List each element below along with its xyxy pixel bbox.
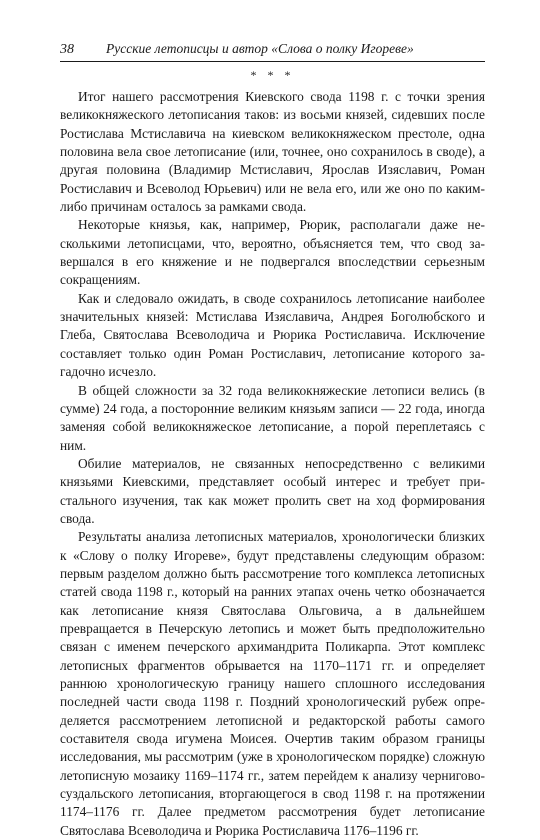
paragraph: Как и следовало ожидать, в своде сохранилось летописание наиболее значительных князей: Мстислава Изяславича, Андрея Боголюбского и Глеба, Святослава Всеволодича и Рюрика Ростиславича. Исключение составляет только один Роман Ростиславич, летописание которого загадочно исчезло. xyxy=(60,290,485,380)
page-number: 38 xyxy=(60,42,74,57)
paragraph: В общей сложности за 32 года великокняжеские летописи велись (в сумме) 24 года, а посторонние великим князьям записи — 22 года, иногда заменяя собой великокняжеское летописание, а порой переплетаясь с ним. xyxy=(60,382,485,453)
section-divider: * * * xyxy=(250,68,295,82)
body-text xyxy=(60,88,485,840)
paragraph: Обилие материалов, не связанных непосредственно с великими князьями Киевскими, представляет особый интерес и требует пристального изучения, так как может пролить свет на ход формирования свода. xyxy=(60,455,485,526)
running-title: Русские летописцы и автор «Слова о полку Игореве» xyxy=(106,41,414,56)
paragraph: Результаты анализа летописных материалов, хронологически близких к «Слову о полку Игореве», будут представлены следующим образом: первым разделом должно быть рассмотрение того комплекса летописных статей свода 1198 г., который на ранних этапах очень четко обозначается как летописание князя Святослава Ольговича, а в дальнейшем превращается в Печерскую летопись и может быть предположительно связан с именем печерского архимандрита Поликарпа. Этот комплекс летописных фрагментов обрывается на 1170–1171 гг. и определяет раннюю хронологическую границу нашего сплошного исследования последней части свода 1198 г. Поздний хронологический рубеж определяется рассмотрением летописной и редакторской работы самого составителя свода игумена Моисея. Очертив таким образом границы исследования, мы рассмотрим (уже в хронологическом порядке) сложную летописную мозаику 1169–1174 гг., затем перейдем к анализу чернигово-суздальского летописания, вторгающегося в свод 1198 г. на протяжении 1174–1176 гг. Далее предметом рассмотрения будет летописание Святослава Всеволодича и Рюрика Ростиславича 1176–1196 гг. xyxy=(60,529,485,838)
paragraph: Некоторые князья, как, например, Рюрик, располагали даже несколькими летописцами, что, вероятно, объясняется тем, что свод завершался в его княжение и не подвергался впоследствии серьезным сокращениям. xyxy=(60,217,485,288)
paragraph: Итог нашего рассмотрения Киевского свода 1198 г. с точки зрения великокняжеского летописания таков: из восьми князей, сидевших после Ростислава Мстиславича на киевском великокняжеском престоле, одна половина вела свое летописание (или, точнее, оно сохранилось в своде), а другая половина (Владимир Мстиславич, Ярослав Изяславич, Роман Ростиславич и Всеволод Юрьевич) или не вела его, или же оно по каким-либо причинам осталось за рамками свода. xyxy=(60,89,485,215)
book-page xyxy=(60,40,485,840)
running-head xyxy=(60,40,485,62)
